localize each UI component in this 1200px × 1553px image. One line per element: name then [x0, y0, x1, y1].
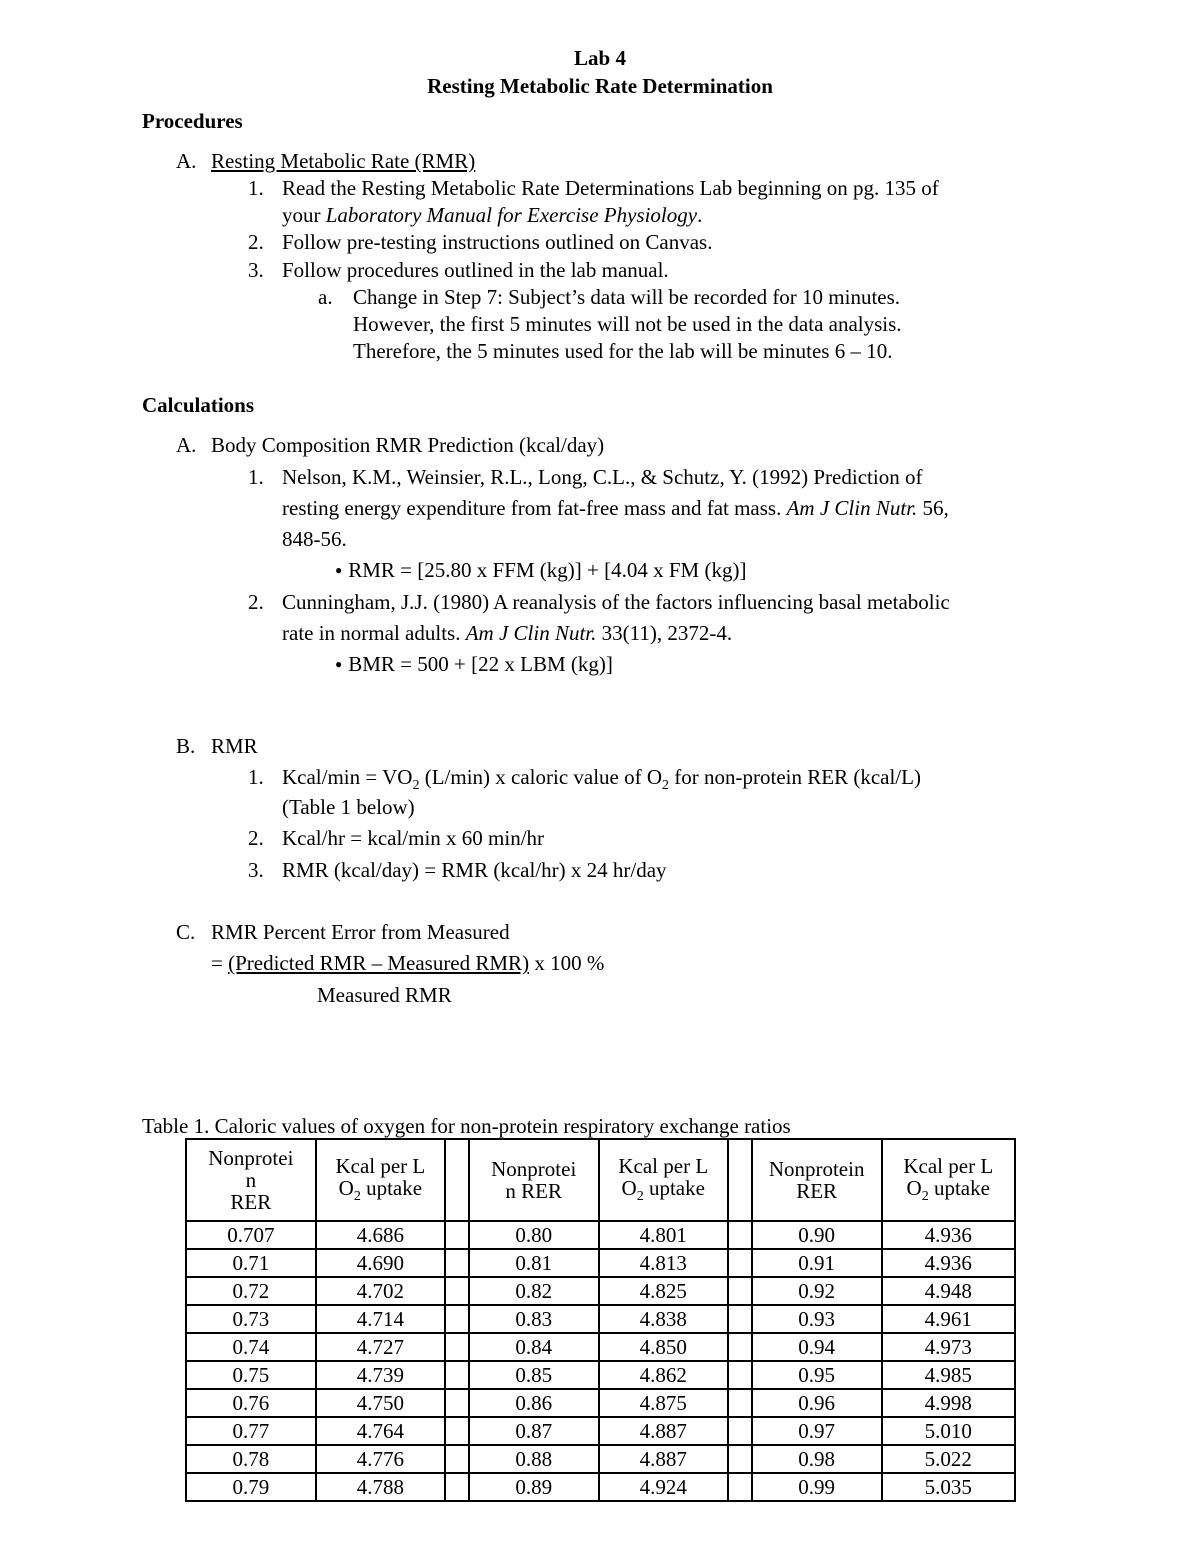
spacer-cell [728, 1473, 752, 1501]
calc-b3-number: 3. [248, 858, 264, 882]
rer-cell: 0.98 [752, 1445, 882, 1473]
kcal-cell: 4.825 [599, 1277, 728, 1305]
spacer-cell [445, 1445, 469, 1473]
substep-a-line-2: However, the first 5 minutes will not be used in the data analysis. [353, 312, 902, 336]
procedures-a-marker: A. [176, 149, 197, 173]
kcal-cell: 4.875 [599, 1389, 728, 1417]
spacer-cell [445, 1221, 469, 1249]
step-1-line-2-post: . [697, 203, 703, 227]
kcal-cell: 4.813 [599, 1249, 728, 1277]
percent-multiplier: x 100 % [529, 951, 605, 975]
calc-c-marker: C. [176, 920, 196, 944]
rer-cell: 0.88 [469, 1445, 599, 1473]
rer-cell: 0.95 [752, 1361, 882, 1389]
spacer-cell [728, 1221, 752, 1249]
kcal-cell: 4.750 [316, 1389, 445, 1417]
rmr-day-formula: RMR (kcal/day) = RMR (kcal/hr) x 24 hr/day [282, 858, 667, 882]
rer-cell: 0.76 [186, 1389, 316, 1417]
table-header-row [186, 1139, 1015, 1221]
step-3-number: 3. [248, 258, 264, 282]
header-kcal-uptake: uptake [928, 1176, 990, 1201]
kcal-cell: 4.788 [316, 1473, 445, 1501]
calc-b2-number: 2. [248, 826, 264, 850]
rer-cell: 0.75 [186, 1361, 316, 1389]
header-kcal-subscript: 2 [921, 1189, 929, 1205]
kcal-cell: 4.714 [316, 1305, 445, 1333]
substep-a-line-1: Change in Step 7: Subject’s data will be recorded for 10 minutes. [353, 285, 901, 309]
rer-cell: 0.91 [752, 1249, 882, 1277]
kcal-min-part-2: (L/min) x caloric value of O [419, 765, 663, 789]
spacer-cell [445, 1473, 469, 1501]
rer-cell: 0.79 [186, 1473, 316, 1501]
step-2-text: Follow pre-testing instructions outlined on Canvas. [282, 230, 713, 254]
kcal-cell: 4.702 [316, 1277, 445, 1305]
rer-cell: 0.71 [186, 1249, 316, 1277]
kcal-cell: 4.739 [316, 1361, 445, 1389]
kcal-cell: 4.924 [599, 1473, 728, 1501]
manual-title: Laboratory Manual for Exercise Physiology [325, 203, 698, 227]
header-kcal-uptake: uptake [360, 1176, 423, 1201]
kcal-cell: 4.801 [599, 1221, 728, 1249]
substep-a-line-3: Therefore, the 5 minutes used for the lab will be minutes 6 – 10. [353, 339, 893, 363]
kcal-cell: 4.948 [882, 1277, 1015, 1305]
nelson-ref-line-2 [282, 496, 949, 520]
rer-cell: 0.82 [469, 1277, 599, 1305]
vo2-subscript: 2 [412, 778, 420, 794]
document-title: Resting Metabolic Rate Determination [427, 74, 773, 98]
step-2-number: 2. [248, 230, 264, 254]
spacer-cell [445, 1361, 469, 1389]
kcal-cell: 4.764 [316, 1417, 445, 1445]
calc-a2-number: 2. [248, 590, 264, 614]
rmr-formula: ● RMR = [25.80 x FFM (kg)] + [4.04 x FM (kg)] [335, 558, 746, 582]
table-row [186, 1305, 1015, 1333]
kcal-cell: 4.690 [316, 1249, 445, 1277]
table-row [186, 1333, 1015, 1361]
kcal-cell: 4.686 [316, 1221, 445, 1249]
kcal-cell: 4.850 [599, 1333, 728, 1361]
procedures-heading: Procedures [142, 109, 243, 133]
step-3-text: Follow procedures outlined in the lab manual. [282, 258, 669, 282]
header-kcal-per-l [599, 1139, 728, 1221]
table-caption: Table 1. Caloric values of oxygen for non-protein respiratory exchange ratios [142, 1114, 791, 1138]
calc-a1-number: 1. [248, 465, 264, 489]
calc-c-title: RMR Percent Error from Measured [211, 920, 510, 944]
rer-cell: 0.84 [469, 1333, 599, 1361]
kcal-cell: 4.776 [316, 1445, 445, 1473]
rer-cell: 0.92 [752, 1277, 882, 1305]
kcal-cell: 4.887 [599, 1417, 728, 1445]
cunningham-ref-line-2-pre: rate in normal adults. [282, 621, 466, 645]
table-row [186, 1445, 1015, 1473]
bmr-formula: ● BMR = 500 + [22 x LBM (kg)] [335, 652, 613, 676]
spacer-cell [728, 1249, 752, 1277]
rer-cell: 0.80 [469, 1221, 599, 1249]
step-1-number: 1. [248, 176, 264, 200]
cunningham-ref-line-2-post: 33(11), 2372-4. [596, 621, 733, 645]
kcal-cell: 5.035 [882, 1473, 1015, 1501]
spacer-cell [445, 1277, 469, 1305]
substep-a-marker: a. [318, 285, 333, 309]
header-kcal-line-1: Kcal per L [618, 1154, 709, 1179]
rer-cell: 0.81 [469, 1249, 599, 1277]
header-kcal-per-l [882, 1139, 1015, 1221]
rer-cell: 0.86 [469, 1389, 599, 1417]
kcal-cell: 4.985 [882, 1361, 1015, 1389]
rer-cell: 0.74 [186, 1333, 316, 1361]
rer-cell: 0.77 [186, 1417, 316, 1445]
header-nonprotein-rer: Nonprotein RER [752, 1139, 882, 1221]
kcal-cell: 4.936 [882, 1221, 1015, 1249]
rer-cell: 0.72 [186, 1277, 316, 1305]
kcal-cell: 5.010 [882, 1417, 1015, 1445]
kcal-min-formula [282, 765, 921, 794]
header-kcal-o2: O [338, 1176, 354, 1201]
calc-b1-number: 1. [248, 765, 264, 789]
o2-subscript: 2 [662, 778, 670, 794]
table-row [186, 1417, 1015, 1445]
lab-number: Lab 4 [574, 46, 626, 70]
spacer-cell [445, 1305, 469, 1333]
spacer-cell [445, 1417, 469, 1445]
header-kcal-o2: O [621, 1176, 637, 1201]
rer-cell: 0.73 [186, 1305, 316, 1333]
calc-a-marker: A. [176, 433, 197, 457]
spacer-cell [445, 1139, 469, 1221]
spacer-cell [728, 1277, 752, 1305]
rer-cell: 0.93 [752, 1305, 882, 1333]
table-row [186, 1389, 1015, 1417]
kcal-cell: 4.973 [882, 1333, 1015, 1361]
spacer-cell [728, 1417, 752, 1445]
spacer-cell [728, 1389, 752, 1417]
table-row [186, 1249, 1015, 1277]
calc-b-marker: B. [176, 734, 196, 758]
kcal-min-part-1: Kcal/min = VO [282, 765, 413, 789]
nelson-ref-line-2-pre: resting energy expenditure from fat-free mass and fat mass. [282, 496, 787, 520]
table-row [186, 1473, 1015, 1501]
percent-error-formula [211, 951, 604, 975]
header-kcal-per-l [316, 1139, 445, 1221]
table-row [186, 1221, 1015, 1249]
table-row [186, 1277, 1015, 1305]
calc-b-title: RMR [211, 734, 258, 758]
kcal-cell: 4.727 [316, 1333, 445, 1361]
rer-cell: 0.85 [469, 1361, 599, 1389]
spacer-cell [728, 1139, 752, 1221]
kcal-cell: 4.862 [599, 1361, 728, 1389]
spacer-cell [728, 1333, 752, 1361]
spacer-cell [728, 1305, 752, 1333]
spacer-cell [728, 1445, 752, 1473]
kcal-cell: 4.936 [882, 1249, 1015, 1277]
header-nonprotein-rer: Nonprotei n RER [186, 1139, 316, 1221]
journal-name: Am J Clin Nutr. [465, 621, 597, 645]
cunningham-ref-line-2 [282, 621, 732, 645]
step-1-line-2-pre: your [282, 203, 326, 227]
header-nonprotein-rer: Nonprotei n RER [469, 1139, 599, 1221]
kcal-cell: 4.998 [882, 1389, 1015, 1417]
rer-cell: 0.99 [752, 1473, 882, 1501]
rer-cell: 0.94 [752, 1333, 882, 1361]
journal-name: Am J Clin Nutr. [786, 496, 918, 520]
spacer-cell [445, 1333, 469, 1361]
spacer-cell [445, 1389, 469, 1417]
header-kcal-line-1: Kcal per L [903, 1154, 994, 1179]
equals-sign: = [211, 951, 229, 975]
percent-error-numerator: (Predicted RMR – Measured RMR) [228, 951, 530, 975]
kcal-cell: 4.961 [882, 1305, 1015, 1333]
caloric-values-table [185, 1138, 1016, 1502]
nelson-ref-line-3: 848-56. [282, 527, 347, 551]
percent-error-denominator: Measured RMR [317, 983, 452, 1007]
rer-cell: 0.90 [752, 1221, 882, 1249]
kcal-cell: 5.022 [882, 1445, 1015, 1473]
rer-cell: 0.78 [186, 1445, 316, 1473]
rer-cell: 0.83 [469, 1305, 599, 1333]
rer-cell: 0.97 [752, 1417, 882, 1445]
header-kcal-uptake: uptake [643, 1176, 705, 1201]
rer-cell: 0.96 [752, 1389, 882, 1417]
procedures-a-title: Resting Metabolic Rate (RMR) [211, 149, 476, 173]
spacer-cell [445, 1249, 469, 1277]
step-1-line-2 [282, 203, 702, 227]
header-kcal-o2: O [906, 1176, 922, 1201]
cunningham-ref-line-1: Cunningham, J.J. (1980) A reanalysis of the factors influencing basal metabolic [282, 590, 950, 614]
header-kcal-subscript: 2 [636, 1189, 644, 1205]
table-row [186, 1361, 1015, 1389]
rer-cell: 0.89 [469, 1473, 599, 1501]
kcal-min-part-3: for non-protein RER (kcal/L) [669, 765, 921, 789]
header-kcal-subscript: 2 [353, 1189, 361, 1205]
calculations-heading: Calculations [142, 393, 255, 417]
rer-cell: 0.87 [469, 1417, 599, 1445]
rer-cell: 0.707 [186, 1221, 316, 1249]
calc-a-title: Body Composition RMR Prediction (kcal/day) [211, 433, 605, 457]
nelson-ref-line-2-post: 56, [917, 496, 949, 520]
kcal-hr-formula: Kcal/hr = kcal/min x 60 min/hr [282, 826, 545, 850]
spacer-cell [728, 1361, 752, 1389]
nelson-ref-line-1: Nelson, K.M., Weinsier, R.L., Long, C.L., & Schutz, Y. (1992) Prediction of [282, 465, 923, 489]
step-1-line-1: Read the Resting Metabolic Rate Determinations Lab beginning on pg. 135 of [282, 176, 939, 200]
kcal-cell: 4.887 [599, 1445, 728, 1473]
kcal-cell: 4.838 [599, 1305, 728, 1333]
header-kcal-line-1: Kcal per L [335, 1154, 426, 1179]
table-reference: (Table 1 below) [282, 795, 415, 819]
